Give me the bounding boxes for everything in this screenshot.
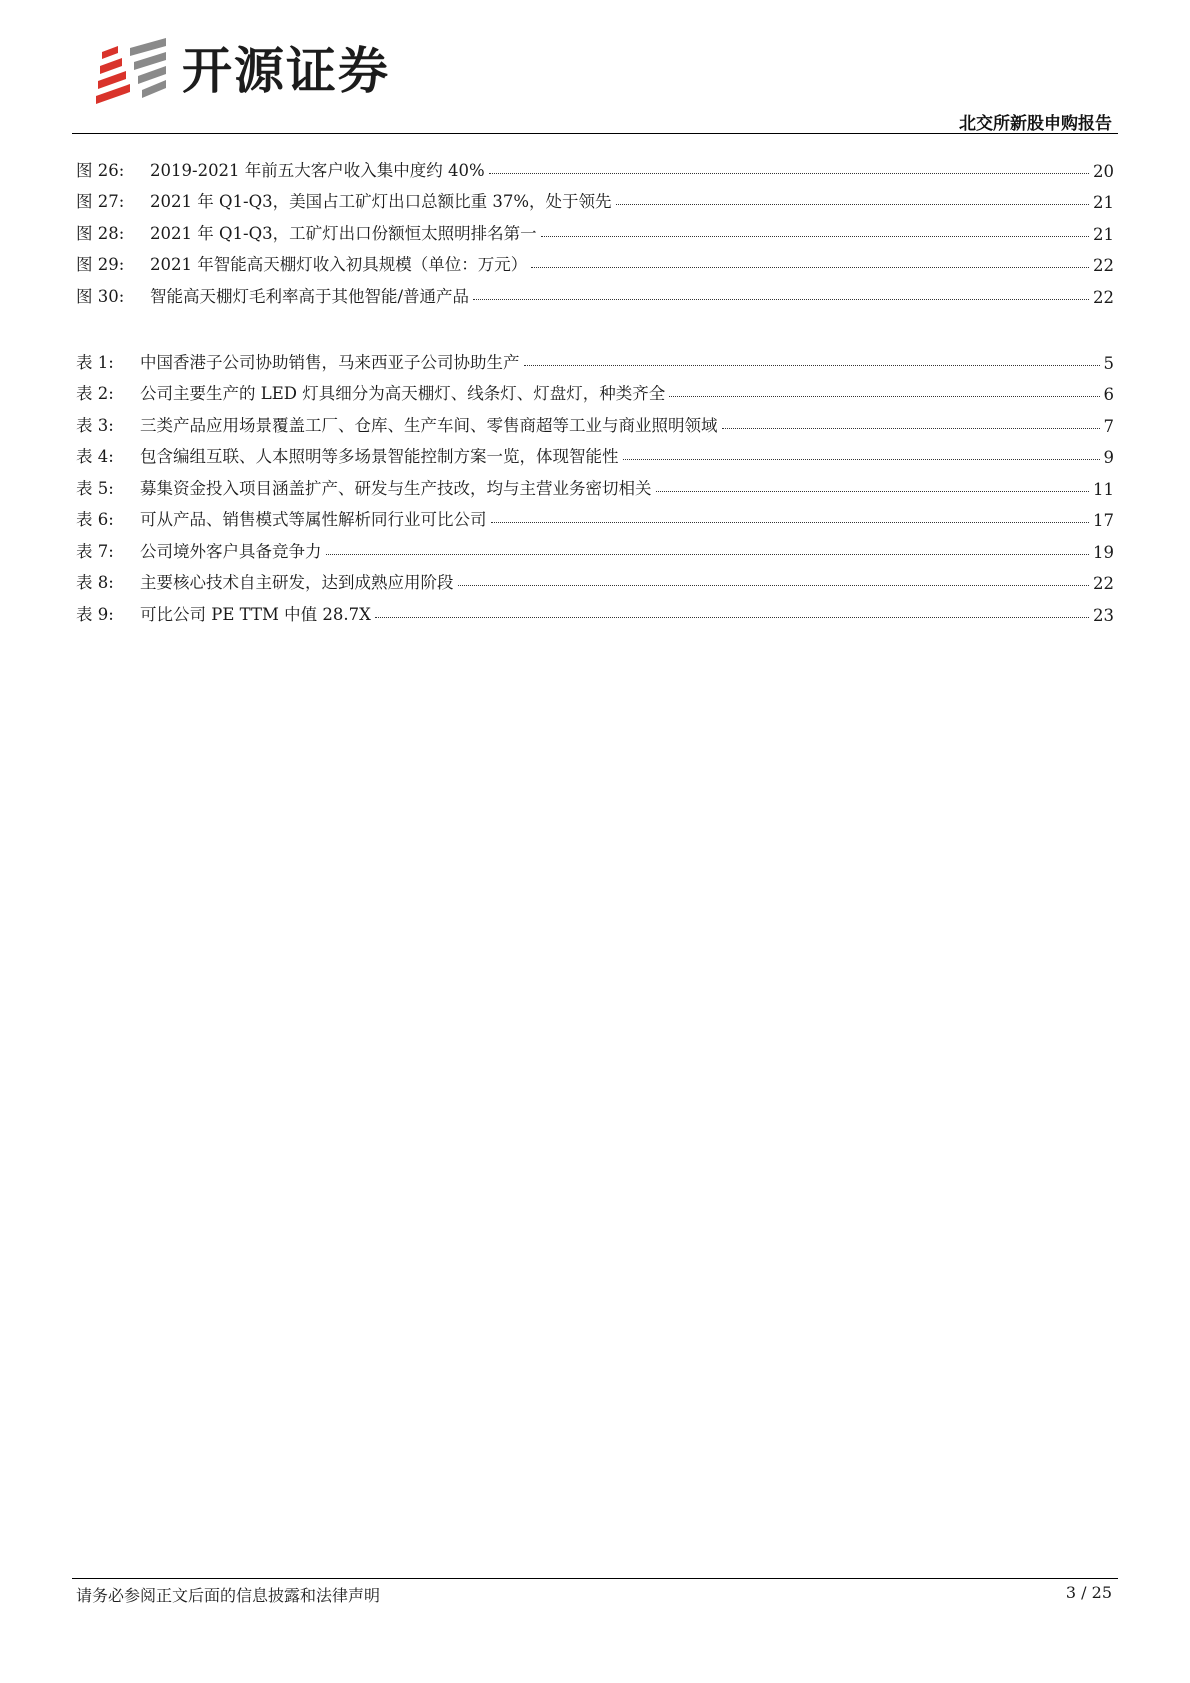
toc-figure-row[interactable] (76, 181, 1114, 213)
figure-index-list (76, 149, 1114, 307)
toc-table-label: 表 7: (76, 541, 114, 561)
toc-page-number: 7 (1103, 416, 1114, 436)
toc-table-title: 公司主要生产的 LED 灯具细分为高天棚灯、线条灯、灯盘灯，种类齐全 (140, 384, 666, 403)
toc-dot-leader (616, 204, 1089, 205)
toc-table-row[interactable] (76, 341, 1114, 373)
logo-text: 开源证券 (182, 42, 390, 100)
toc-table-label: 表 8: (76, 573, 114, 592)
toc-table-title: 包含编组互联、人本照明等多场景智能控制方案一览，体现智能性 (140, 447, 619, 466)
toc-dot-leader (458, 585, 1090, 586)
toc-figure-label: 图 29: (76, 255, 125, 274)
toc-page-number: 23 (1093, 605, 1114, 625)
toc-table-row[interactable] (76, 436, 1114, 468)
toc-table-row[interactable] (76, 404, 1114, 436)
toc-dot-leader (623, 459, 1100, 460)
toc-figure-label: 图 26: (76, 160, 125, 180)
toc-table-row[interactable] (76, 562, 1114, 594)
toc-page-number: 22 (1093, 287, 1114, 307)
toc-page-number: 22 (1093, 574, 1114, 593)
toc-figure-row[interactable] (76, 244, 1114, 276)
toc-dot-leader (656, 491, 1090, 492)
toc-page-number: 9 (1103, 448, 1114, 467)
toc-figure-label: 图 27: (76, 192, 125, 211)
footer-page-number: 3 / 25 (1065, 1583, 1112, 1602)
toc-table-title: 中国香港子公司协助销售，马来西亚子公司协助生产 (140, 352, 520, 372)
toc-page-number: 11 (1093, 479, 1114, 499)
toc-figure-title: 2021 年智能高天棚灯收入初具规模（单位：万元） (150, 255, 528, 274)
toc-page-number: 22 (1093, 256, 1114, 275)
toc-figure-row[interactable] (76, 275, 1114, 307)
toc-page-number: 17 (1093, 511, 1114, 530)
toc-dot-leader (473, 299, 1089, 300)
toc-figure-row[interactable] (76, 149, 1114, 181)
toc-page-number: 6 (1103, 385, 1114, 404)
toc-table-row[interactable] (76, 499, 1114, 531)
toc-table-label: 表 6: (76, 510, 114, 529)
toc-dot-leader (375, 617, 1089, 618)
toc-dot-leader (489, 173, 1089, 174)
toc-dot-leader (326, 554, 1090, 555)
toc-dot-leader (524, 365, 1100, 366)
toc-table-title: 可从产品、销售模式等属性解析同行业可比公司 (140, 510, 487, 529)
company-logo (96, 36, 456, 106)
toc-table-title: 三类产品应用场景覆盖工厂、仓库、生产车间、零售商超等工业与商业照明领域 (140, 415, 718, 435)
toc-page-number: 5 (1103, 353, 1114, 373)
toc-table-label: 表 2: (76, 384, 114, 403)
toc-table-row[interactable] (76, 373, 1114, 405)
toc-table-row[interactable] (76, 467, 1114, 499)
toc-dot-leader (531, 267, 1089, 268)
toc-dot-leader (722, 428, 1100, 429)
toc-figure-label: 图 30: (76, 286, 125, 306)
toc-page-number: 19 (1093, 542, 1114, 562)
toc-table-row[interactable] (76, 593, 1114, 625)
toc-table-label: 表 9: (76, 604, 114, 624)
report-type-label: 北交所新股申购报告 (959, 114, 1112, 134)
toc-table-label: 表 1: (76, 352, 114, 372)
toc-table-label: 表 3: (76, 415, 114, 435)
toc-figure-row[interactable] (76, 212, 1114, 244)
toc-table-title: 可比公司 PE TTM 中值 28.7X (140, 604, 371, 624)
footer-disclaimer: 请务必参阅正文后面的信息披露和法律声明 (76, 1586, 381, 1605)
toc-page-number: 21 (1093, 193, 1114, 212)
toc-dot-leader (541, 236, 1089, 237)
toc-table-label: 表 5: (76, 478, 114, 498)
toc-dot-leader (491, 522, 1090, 523)
table-index-list (76, 341, 1114, 625)
toc-table-title: 公司境外客户具备竞争力 (140, 541, 322, 561)
toc-figure-title: 2021 年 Q1-Q3，美国占工矿灯出口总额比重 37%，处于领先 (150, 192, 612, 211)
toc-table-title: 主要核心技术自主研发，达到成熟应用阶段 (140, 573, 454, 592)
toc-dot-leader (669, 396, 1099, 397)
toc-table-label: 表 4: (76, 447, 114, 466)
toc-figure-title: 2021 年 Q1-Q3，工矿灯出口份额恒太照明排名第一 (150, 223, 537, 243)
toc-figure-title: 智能高天棚灯毛利率高于其他智能/普通产品 (150, 286, 470, 306)
footer-divider (72, 1578, 1118, 1579)
header-divider (72, 133, 1118, 134)
toc-page-number: 21 (1093, 224, 1114, 244)
toc-table-title: 募集资金投入项目涵盖扩产、研发与生产技改，均与主营业务密切相关 (140, 478, 652, 498)
toc-table-row[interactable] (76, 530, 1114, 562)
toc-page-number: 20 (1093, 161, 1114, 181)
logo-mark-icon (96, 38, 168, 104)
toc-figure-title: 2019-2021 年前五大客户收入集中度约 40% (150, 160, 485, 180)
toc-figure-label: 图 28: (76, 223, 125, 243)
